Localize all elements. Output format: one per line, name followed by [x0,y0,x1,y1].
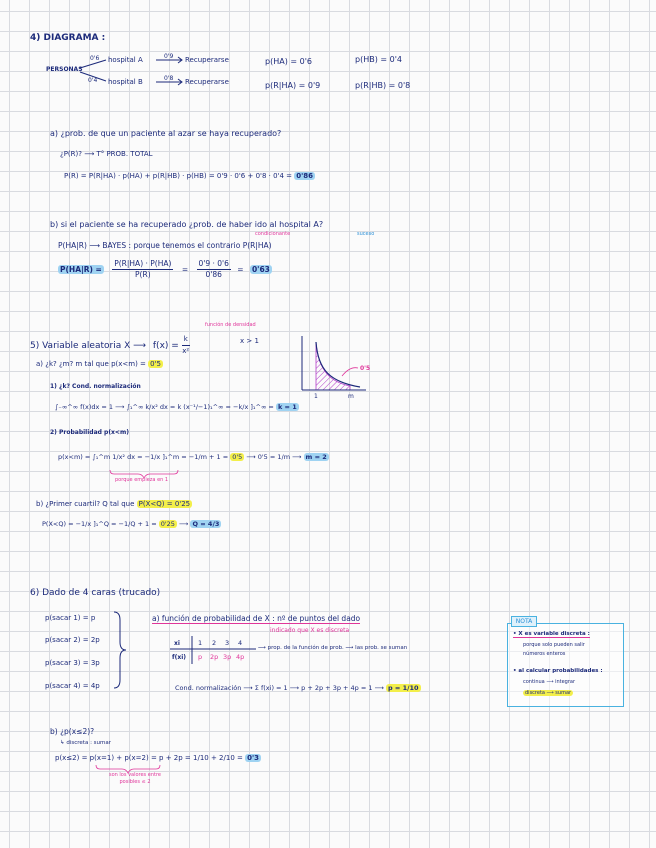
bayes-den: P(R) [135,270,151,279]
s5-eq3-arrow: ⟶ [179,520,189,528]
s5-qb-highlight: P(X<Q) = 0'25 [138,500,191,508]
s5-eq1-result: k = 1 [277,403,297,411]
s6-qb-sub-note: son los valores entre posibles ≤ 2 [109,772,161,785]
dist-table-f1: p [198,653,203,661]
tree-branch-prob-2: 0'4 [88,77,98,84]
tree-leaf-recover-1: Recuperarse [185,56,229,64]
s6-qb-result: 0'3 [247,754,259,762]
dist-table-x1: 1 [198,639,203,647]
s5-eq3-highlight: 0'25 [160,520,175,528]
dist-table-f-header: f(xi) [172,654,187,661]
s6-qa-text: a) función de probabilidad de X : nº de puntos del dado [152,614,361,623]
note-line-6-text: discreta ⟶ sumar [525,690,572,696]
s6-qa-note: indicado que X es discreta [270,627,350,634]
s6-norm-text: Cond. normalización ⟶ Σ f(xi) = 1 ⟶ p + 2p + 3p + 4p = 1 ⟶ [175,684,384,692]
s6-qb-eq-text: p(x≤2) = p(x=1) + p(x=2) = p + 2p = 1/10 + 2/10 = [55,754,243,762]
s4-question-b-text: b) si el paciente se ha recuperado ¿prob. de haber ido al hospital A? [50,220,324,229]
prob-ha: p(HA) = 0'6 [265,57,312,66]
s4-qa-step: ¿P(R)? ⟶ T° PROB. TOTAL [60,150,153,158]
tree-branch-prob-3: 0'9 [164,53,174,60]
graph-tick-1: 1 [314,393,318,400]
s5-step1: 1) ¿k? Cond. normalización [50,383,141,390]
s5-eq3-text: P(X<Q) = −1/x ]₁^Q = −1/Q + 1 = [42,520,157,528]
s4-qb-cond-note: condicionante [255,231,291,237]
die-prob-1: p(sacar 1) = p [45,614,96,622]
s6-qb-note: ↳ discreta : sumar [60,740,112,746]
note-line-5: continua ⟶ integrar [523,679,576,685]
tree-node-hospital-b: hospital B [108,78,143,86]
bayes-lhs: P(HA|R) = [60,264,102,274]
s5-lim-note: porque empieza en 1 [115,477,169,483]
s5-qa-text: a) ¿k? ¿m? m tal que p(x<m) = [36,360,146,368]
prob-r-given-hb: p(R|HB) = 0'8 [355,81,411,90]
bayes-num: P(R|HA) · P(HA) [114,259,172,268]
graph-area-label: 0'5 [360,365,371,372]
s5-qb-text: b) ¿Primer cuartil? Q tal que [36,500,135,508]
section5-title-text: 5) Variable aleatoria X ⟶ [30,341,147,351]
density-domain: x > 1 [240,337,259,345]
s5-step2: 2) Probabilidad p(x<m) [50,429,129,436]
section4-title: 4) DIAGRAMA : [30,33,106,43]
bayes-result: 0'63 [251,264,270,274]
s5-eq2-text: p(x<m) = ∫₁^m 1/x² dx = −1/x ]₁^m = −1/m + 1 = [58,453,229,461]
dist-table-f3: 3p [223,653,232,661]
prob-hb: p(HB) = 0'4 [355,55,402,64]
density-num: k [182,334,190,346]
tree-root-label: PERSONAS [46,66,83,73]
s6-norm-result: p = 1/10 [387,684,419,692]
dist-table-x2: 2 [212,639,217,647]
s5-eq3-result: Q = 4/3 [192,520,220,528]
s5-eq2-cont: ⟶ 0'5 = 1/m ⟶ [246,453,302,461]
note-line-3: números enteros [523,651,566,657]
graph-tick-m: m [348,393,354,400]
s5-eq2-result: m = 2 [305,453,327,461]
density-note: función de densidad [205,322,256,328]
s4-qa-result: 0'86 [296,172,314,180]
prob-r-given-ha: p(R|HA) = 0'9 [265,81,321,90]
bayes-den-values: 0'86 [205,270,222,279]
note-line-2: porque solo pueden salir [523,642,585,648]
s4-qb-step: P(HA|R) ⟶ BAYES : porque tenemos el contrario P(R|HA) [58,241,272,250]
die-prob-4: p(sacar 4) = 4p [45,682,100,690]
tree-node-hospital-a: hospital A [108,56,143,64]
bayes-eq-sign-2: = [237,264,244,274]
note-line-4: • al calcular probabilidades : [513,668,603,674]
dist-table-x-header: xi [174,640,180,647]
dist-table-f4: 4p [236,653,245,661]
dist-table-note: ⟶ prop. de la función de prob. ⟶ las prob. se suman [258,645,408,651]
tree-branch-prob-1: 0'6 [90,55,100,62]
dist-table-f2: 2p [210,653,219,661]
s6-question-b: b) ¿p(x≤2)? [50,727,95,736]
s5-qa-highlight: 0'5 [150,360,161,368]
s5-eq1-text: ∫₋∞^∞ f(x)dx = 1 ⟶ ∫₁^∞ k/x² dx = k (x⁻¹/−1)₁^∞ = −k/x ]₁^∞ = [55,403,274,411]
s4-question-a: a) ¿prob. de que un paciente al azar se haya recuperado? [50,129,282,138]
s4-qb-event-note: suceso [357,231,375,237]
die-prob-2: p(sacar 2) = 2p [45,636,100,644]
tree-branch-prob-4: 0'8 [164,75,174,82]
dist-table-x4: 4 [238,639,243,647]
s4-qa-equation-text: P(R) = P(R|HA) · p(HA) + p(R|HB) · p(HB) = 0'9 · 0'6 + 0'8 · 0'4 = [64,172,293,180]
density-lhs: f(x) = [152,341,179,351]
note-line-1-text: • X es variable discreta : [513,631,590,637]
bayes-num-values: 0'9 · 0'6 [198,259,229,268]
section6-title: 6) Dado de 4 caras (trucado) [30,588,161,598]
s5-eq2-highlight: 0'5 [232,453,243,461]
density-den: x² [182,347,190,355]
bayes-eq-sign: = [181,264,189,274]
die-prob-3: p(sacar 3) = 3p [45,659,100,667]
note-tab: NOTA [511,616,537,627]
tree-leaf-recover-2: Recuperarse [185,78,229,86]
dist-table-x3: 3 [225,639,230,647]
